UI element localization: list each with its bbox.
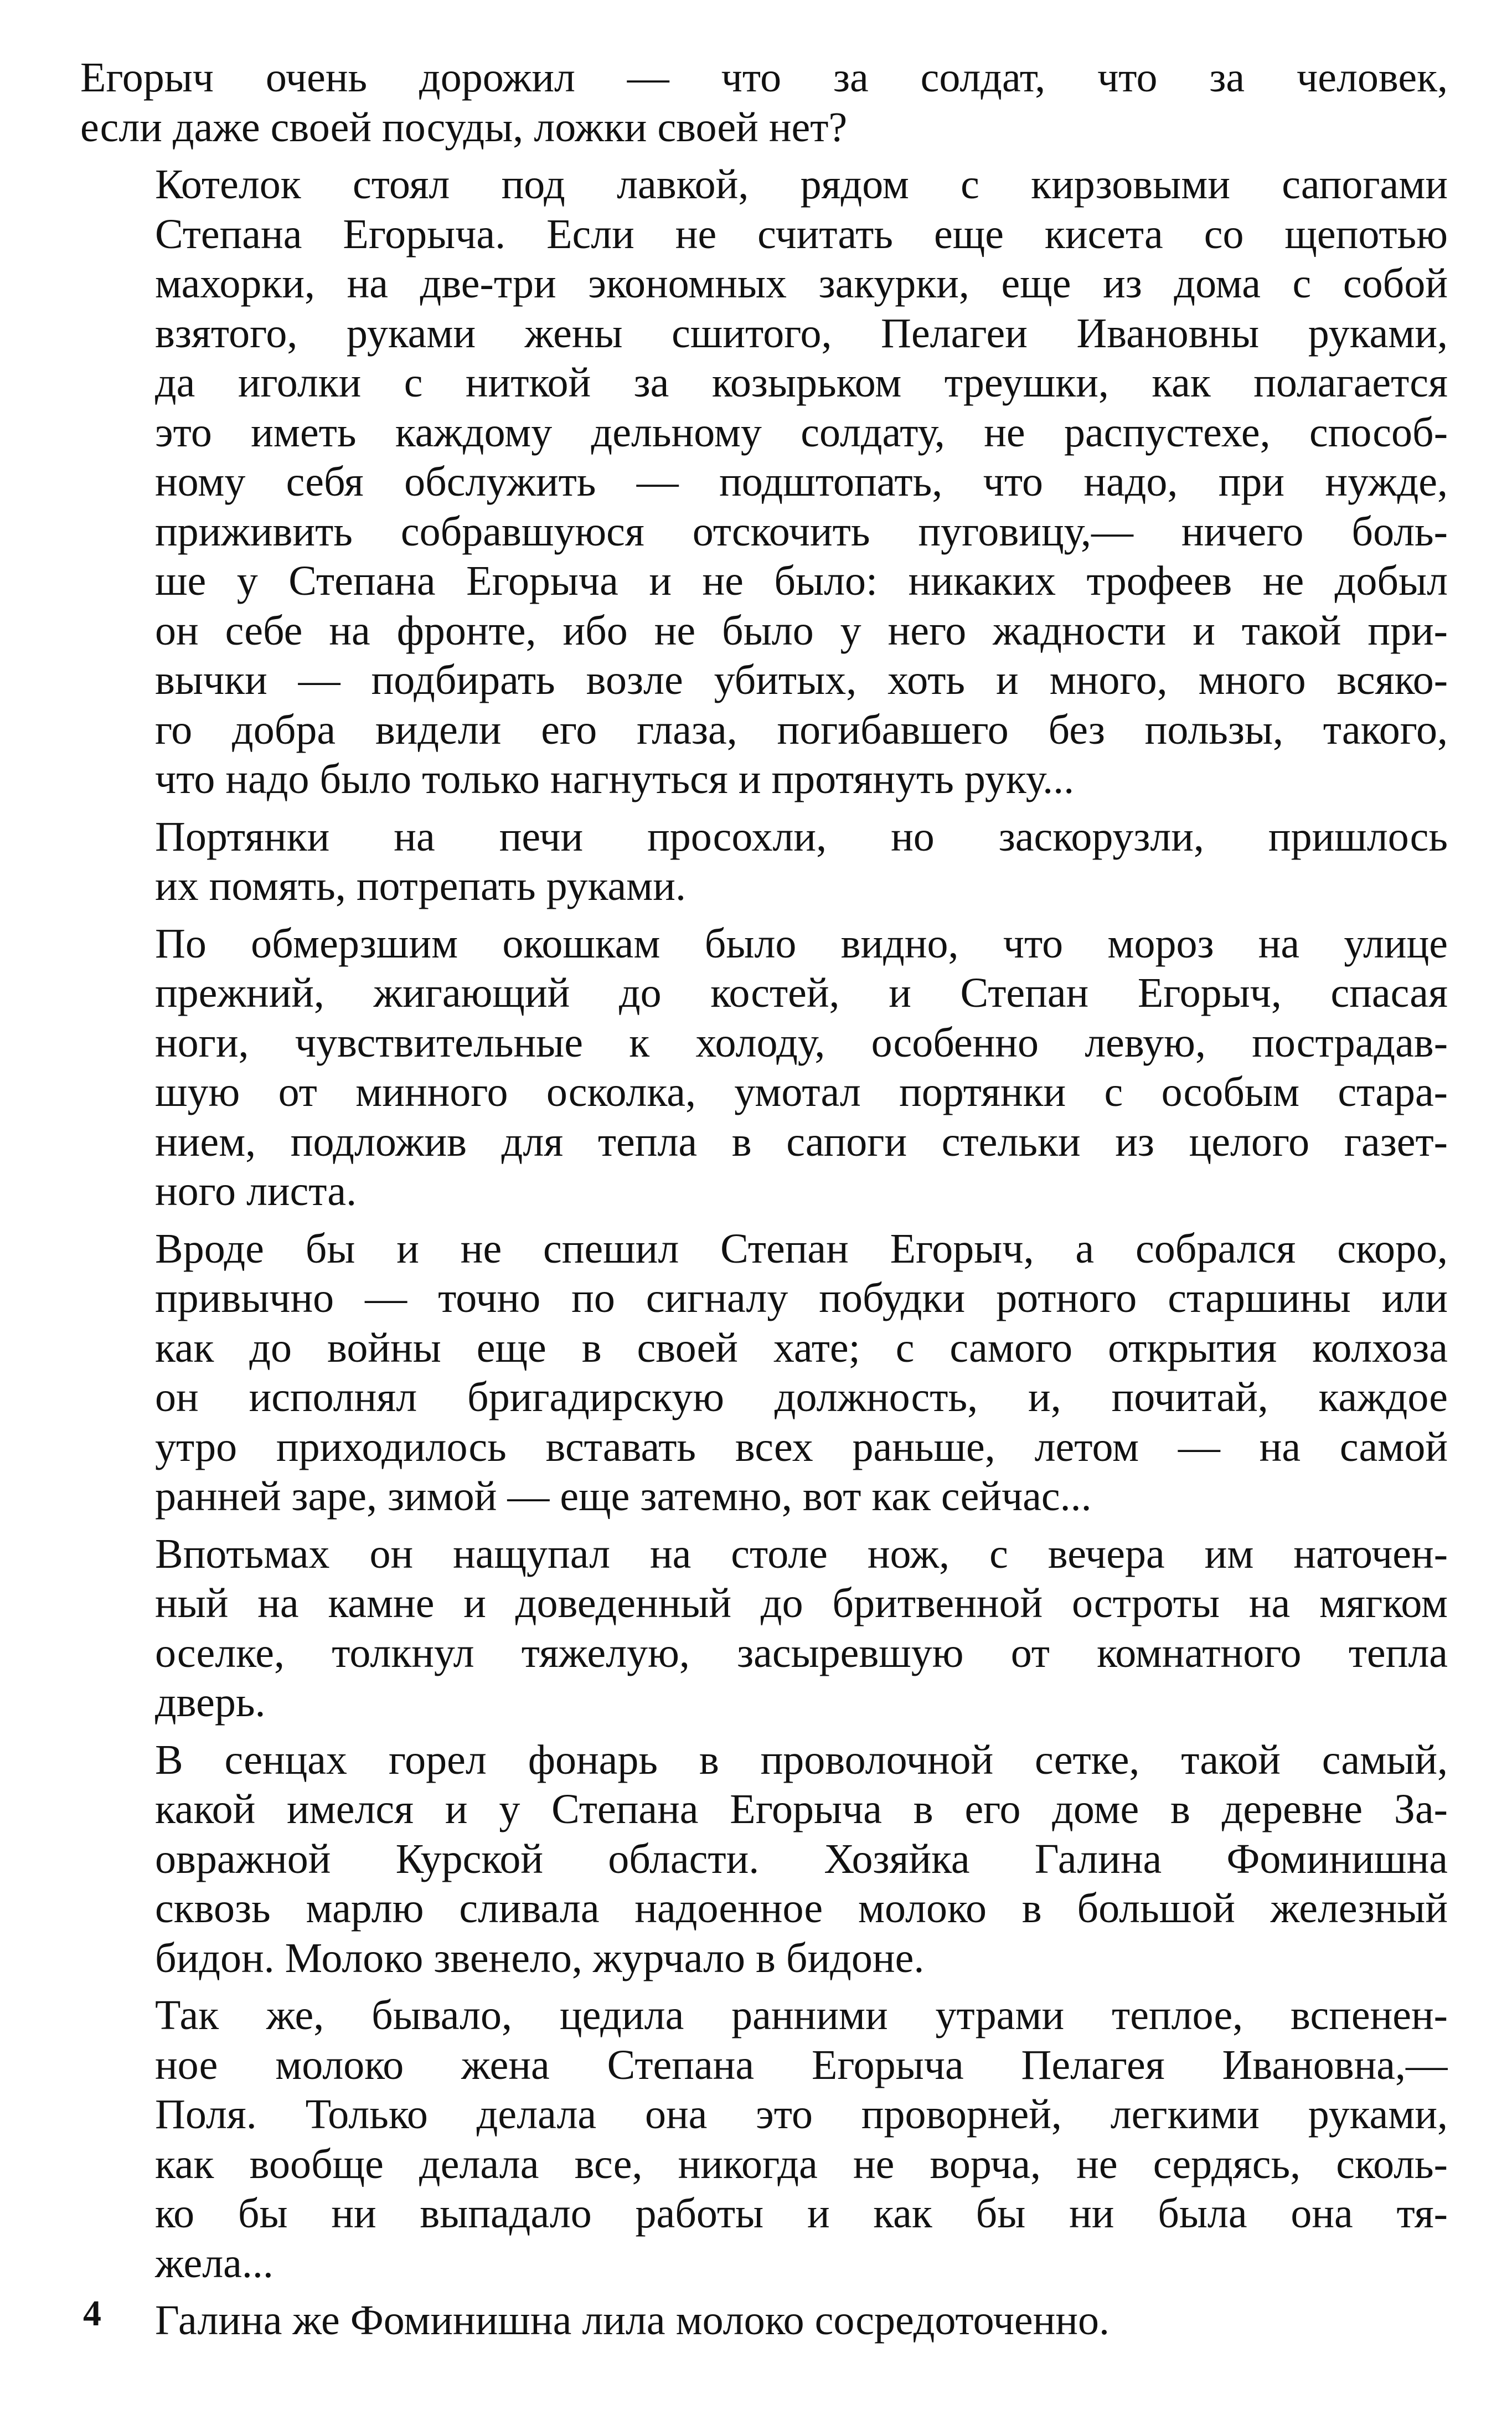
text-line: Галина же Фоминишна лила молоко сосредоточенно. <box>155 2297 1110 2344</box>
text-line: овражной Курской области. Хозяйка Галина Фоминишна <box>155 1835 1448 1882</box>
text-line: вычки — подбирать возле убитых, хоть и много, много всяко- <box>155 657 1448 703</box>
text-line: Вроде бы и не спешил Степан Егорыч, а собрался скоро, <box>155 1225 1448 1272</box>
text-line: утро приходилось вставать всех раньше, летом — на самой <box>155 1423 1448 1470</box>
text-line: привычно — точно по сигналу побудки ротного старшины или <box>155 1275 1448 1321</box>
text-line: ше у Степана Егорыча и не было: никаких трофеев не добыл <box>155 558 1448 604</box>
text-line: шую от минного осколка, умотал портянки с особым стара- <box>155 1069 1448 1115</box>
paragraph <box>80 1736 1448 1984</box>
paragraph <box>80 1224 1448 1522</box>
paragraph <box>80 919 1448 1217</box>
text-line: если даже своей посуды, ложки своей нет? <box>80 104 848 151</box>
text-line: Егорыч очень дорожил — что за солдат, что за человек, <box>80 54 1448 101</box>
text-line: В сенцах горел фонарь в проволочной сетке, такой самый, <box>155 1736 1448 1783</box>
text-line: какой имелся и у Степана Егорыча в его доме в деревне За- <box>155 1786 1448 1832</box>
text-line: жела... <box>155 2239 273 2287</box>
text-line: Впотьмах он нащупал на столе нож, с вечера им наточен- <box>155 1530 1448 1577</box>
paragraph <box>80 160 1448 805</box>
text-line: ранней заре, зимой — еще затемно, вот как сейчас... <box>155 1473 1092 1520</box>
book-page-text <box>80 53 1448 2354</box>
paragraph <box>80 812 1448 912</box>
page-number: 4 <box>83 2293 101 2334</box>
text-line: он себе на фронте, ибо не было у него жадности и такой при- <box>155 607 1448 654</box>
text-line: да иголки с ниткой за козырьком треушки, как полагается <box>155 359 1448 406</box>
text-line: нием, подложив для тепла в сапоги стельки из целого газет- <box>155 1118 1448 1165</box>
text-line: ноги, чувствительные к холоду, особенно левую, пострадав- <box>155 1019 1448 1066</box>
text-line: сквозь марлю сливала надоенное молоко в большой железный <box>155 1885 1448 1932</box>
text-line: что надо было только нагнуться и протянуть руку... <box>155 756 1075 802</box>
text-line: Портянки на печи просохли, но заскорузли, пришлось <box>155 813 1448 860</box>
paragraph <box>80 1991 1448 2288</box>
text-line: По обмерзшим окошкам было видно, что мороз на улице <box>155 920 1448 967</box>
text-line: он исполнял бригадирскую должность, и, почитай, каждое <box>155 1374 1448 1420</box>
text-line: как до войны еще в своей хате; с самого открытия колхоза <box>155 1324 1448 1371</box>
text-line: Котелок стоял под лавкой, рядом с кирзовыми сапогами <box>155 161 1448 208</box>
text-line: ный на камне и доведенный до бритвенной остроты на мягком <box>155 1580 1448 1626</box>
text-line: прежний, жигающий до костей, и Степан Егорыч, спасая <box>155 970 1448 1016</box>
text-line: дверь. <box>155 1679 266 1726</box>
text-line: бидон. Молоко звенело, журчало в бидоне. <box>155 1934 925 1981</box>
text-line: ко бы ни выпадало работы и как бы ни была она тя- <box>155 2190 1448 2237</box>
text-line: взятого, руками жены сшитого, Пелагеи Ивановны руками, <box>155 310 1448 357</box>
text-line: ному себя обслужить — подштопать, что надо, при нужде, <box>155 459 1448 505</box>
text-line: Так же, бывало, цедила ранними утрами теплое, вспенен- <box>155 1992 1448 2038</box>
text-line: махорки, на две-три экономных закурки, еще из дома с собой <box>155 260 1448 307</box>
text-line: приживить собравшуюся отскочить пуговицу,— ничего боль- <box>155 508 1448 555</box>
text-line: оселке, толкнул тяжелую, засыревшую от комнатного тепла <box>155 1629 1448 1676</box>
text-line: Поля. Только делала она это проворней, легкими руками, <box>155 2091 1448 2138</box>
text-line: их помять, потрепать руками. <box>155 863 686 909</box>
paragraph <box>80 1530 1448 1728</box>
text-line: ное молоко жена Степана Егорыча Пелагея Ивановна,— <box>155 2041 1448 2088</box>
text-line: Степана Егорыча. Если не считать еще кисета со щепотью <box>155 210 1448 258</box>
text-line: это иметь каждому дельному солдату, не распустехе, способ- <box>155 409 1448 456</box>
paragraph <box>80 53 1448 152</box>
text-line: го добра видели его глаза, погибавшего без пользы, такого, <box>155 706 1448 753</box>
text-line: как вообще делала все, никогда не ворча, не сердясь, сколь- <box>155 2140 1448 2187</box>
paragraph <box>80 2296 1448 2346</box>
text-line: ного листа. <box>155 1168 357 1214</box>
